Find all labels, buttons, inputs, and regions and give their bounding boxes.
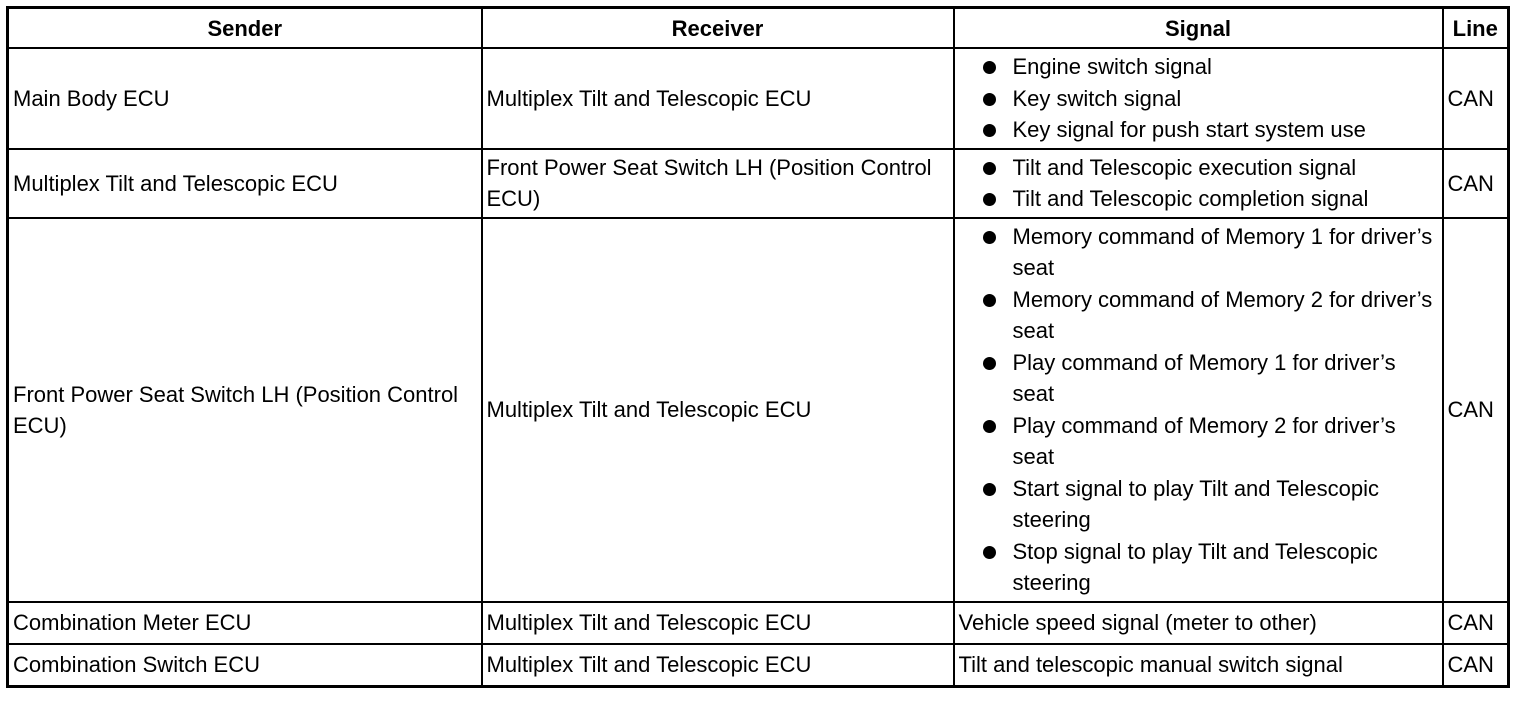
header-line: Line xyxy=(1443,8,1509,49)
signal-text: Stop signal to play Tilt and Telescopic steering xyxy=(1012,538,1378,595)
signal-text: Key switch signal xyxy=(1012,85,1182,111)
bullet-icon xyxy=(983,420,996,433)
line-cell: CAN xyxy=(1443,218,1509,602)
receiver-cell: Front Power Seat Switch LH (Position Control ECU) xyxy=(482,149,954,218)
header-row xyxy=(8,8,1509,49)
signal-item xyxy=(983,152,1438,184)
line-cell: CAN xyxy=(1443,602,1509,644)
signal-text: Tilt and Telescopic execution signal xyxy=(1012,154,1357,180)
bullet-icon xyxy=(983,162,996,175)
bullet-icon xyxy=(983,61,996,74)
receiver-cell: Multiplex Tilt and Telescopic ECU xyxy=(482,644,954,687)
signal-item xyxy=(983,410,1438,473)
table-row xyxy=(8,218,1509,602)
signal-item xyxy=(983,473,1438,536)
bullet-icon xyxy=(983,231,996,244)
sender-cell: Front Power Seat Switch LH (Position Control ECU) xyxy=(8,218,482,602)
signal-text: Engine switch signal xyxy=(1012,54,1212,79)
table-row xyxy=(8,149,1509,218)
receiver-cell: Multiplex Tilt and Telescopic ECU xyxy=(482,218,954,602)
sender-cell: Multiplex Tilt and Telescopic ECU xyxy=(8,149,482,218)
sender-cell: Combination Switch ECU xyxy=(8,644,482,687)
line-cell: CAN xyxy=(1443,48,1509,149)
signal-list xyxy=(959,219,1438,601)
signal-text: Tilt and Telescopic completion signal xyxy=(1012,186,1369,211)
bullet-icon xyxy=(983,93,996,106)
table-row xyxy=(8,48,1509,149)
signal-item xyxy=(983,114,1438,146)
signal-text: Memory command of Memory 1 for driver’s seat xyxy=(1012,223,1433,280)
sender-cell: Main Body ECU xyxy=(8,48,482,149)
signal-text: Play command of Memory 2 for driver’s seat xyxy=(1012,412,1396,469)
signal-item xyxy=(983,284,1438,347)
table-row xyxy=(8,644,1509,687)
line-cell: CAN xyxy=(1443,644,1509,687)
signal-item xyxy=(983,183,1438,215)
header-signal: Signal xyxy=(954,8,1443,49)
signal-text: Key signal for push start system use xyxy=(1012,117,1366,142)
signal-list xyxy=(959,150,1438,217)
signal-item xyxy=(983,51,1438,83)
signal-item xyxy=(983,83,1438,115)
signal-cell xyxy=(954,149,1443,218)
receiver-cell: Multiplex Tilt and Telescopic ECU xyxy=(482,602,954,644)
signal-list xyxy=(959,49,1438,148)
bullet-icon xyxy=(983,483,996,496)
receiver-cell: Multiplex Tilt and Telescopic ECU xyxy=(482,48,954,149)
signal-item xyxy=(983,347,1438,410)
signal-cell: Tilt and telescopic manual switch signal xyxy=(954,644,1443,687)
sender-cell: Combination Meter ECU xyxy=(8,602,482,644)
line-cell: CAN xyxy=(1443,149,1509,218)
table-row xyxy=(8,602,1509,644)
signal-cell xyxy=(954,218,1443,602)
signal-item xyxy=(983,536,1438,599)
bullet-icon xyxy=(983,193,996,206)
communication-table xyxy=(6,6,1510,688)
header-receiver: Receiver xyxy=(482,8,954,49)
signal-cell: Vehicle speed signal (meter to other) xyxy=(954,602,1443,644)
signal-text: Start signal to play Tilt and Telescopic steering xyxy=(1012,475,1379,532)
signal-text: Memory command of Memory 2 for driver’s seat xyxy=(1012,286,1433,343)
bullet-icon xyxy=(983,546,996,559)
bullet-icon xyxy=(983,124,996,137)
signal-text: Play command of Memory 1 for driver’s seat xyxy=(1012,349,1396,406)
signal-cell xyxy=(954,48,1443,149)
signal-item xyxy=(983,221,1438,284)
bullet-icon xyxy=(983,294,996,307)
bullet-icon xyxy=(983,357,996,370)
header-sender: Sender xyxy=(8,8,482,49)
